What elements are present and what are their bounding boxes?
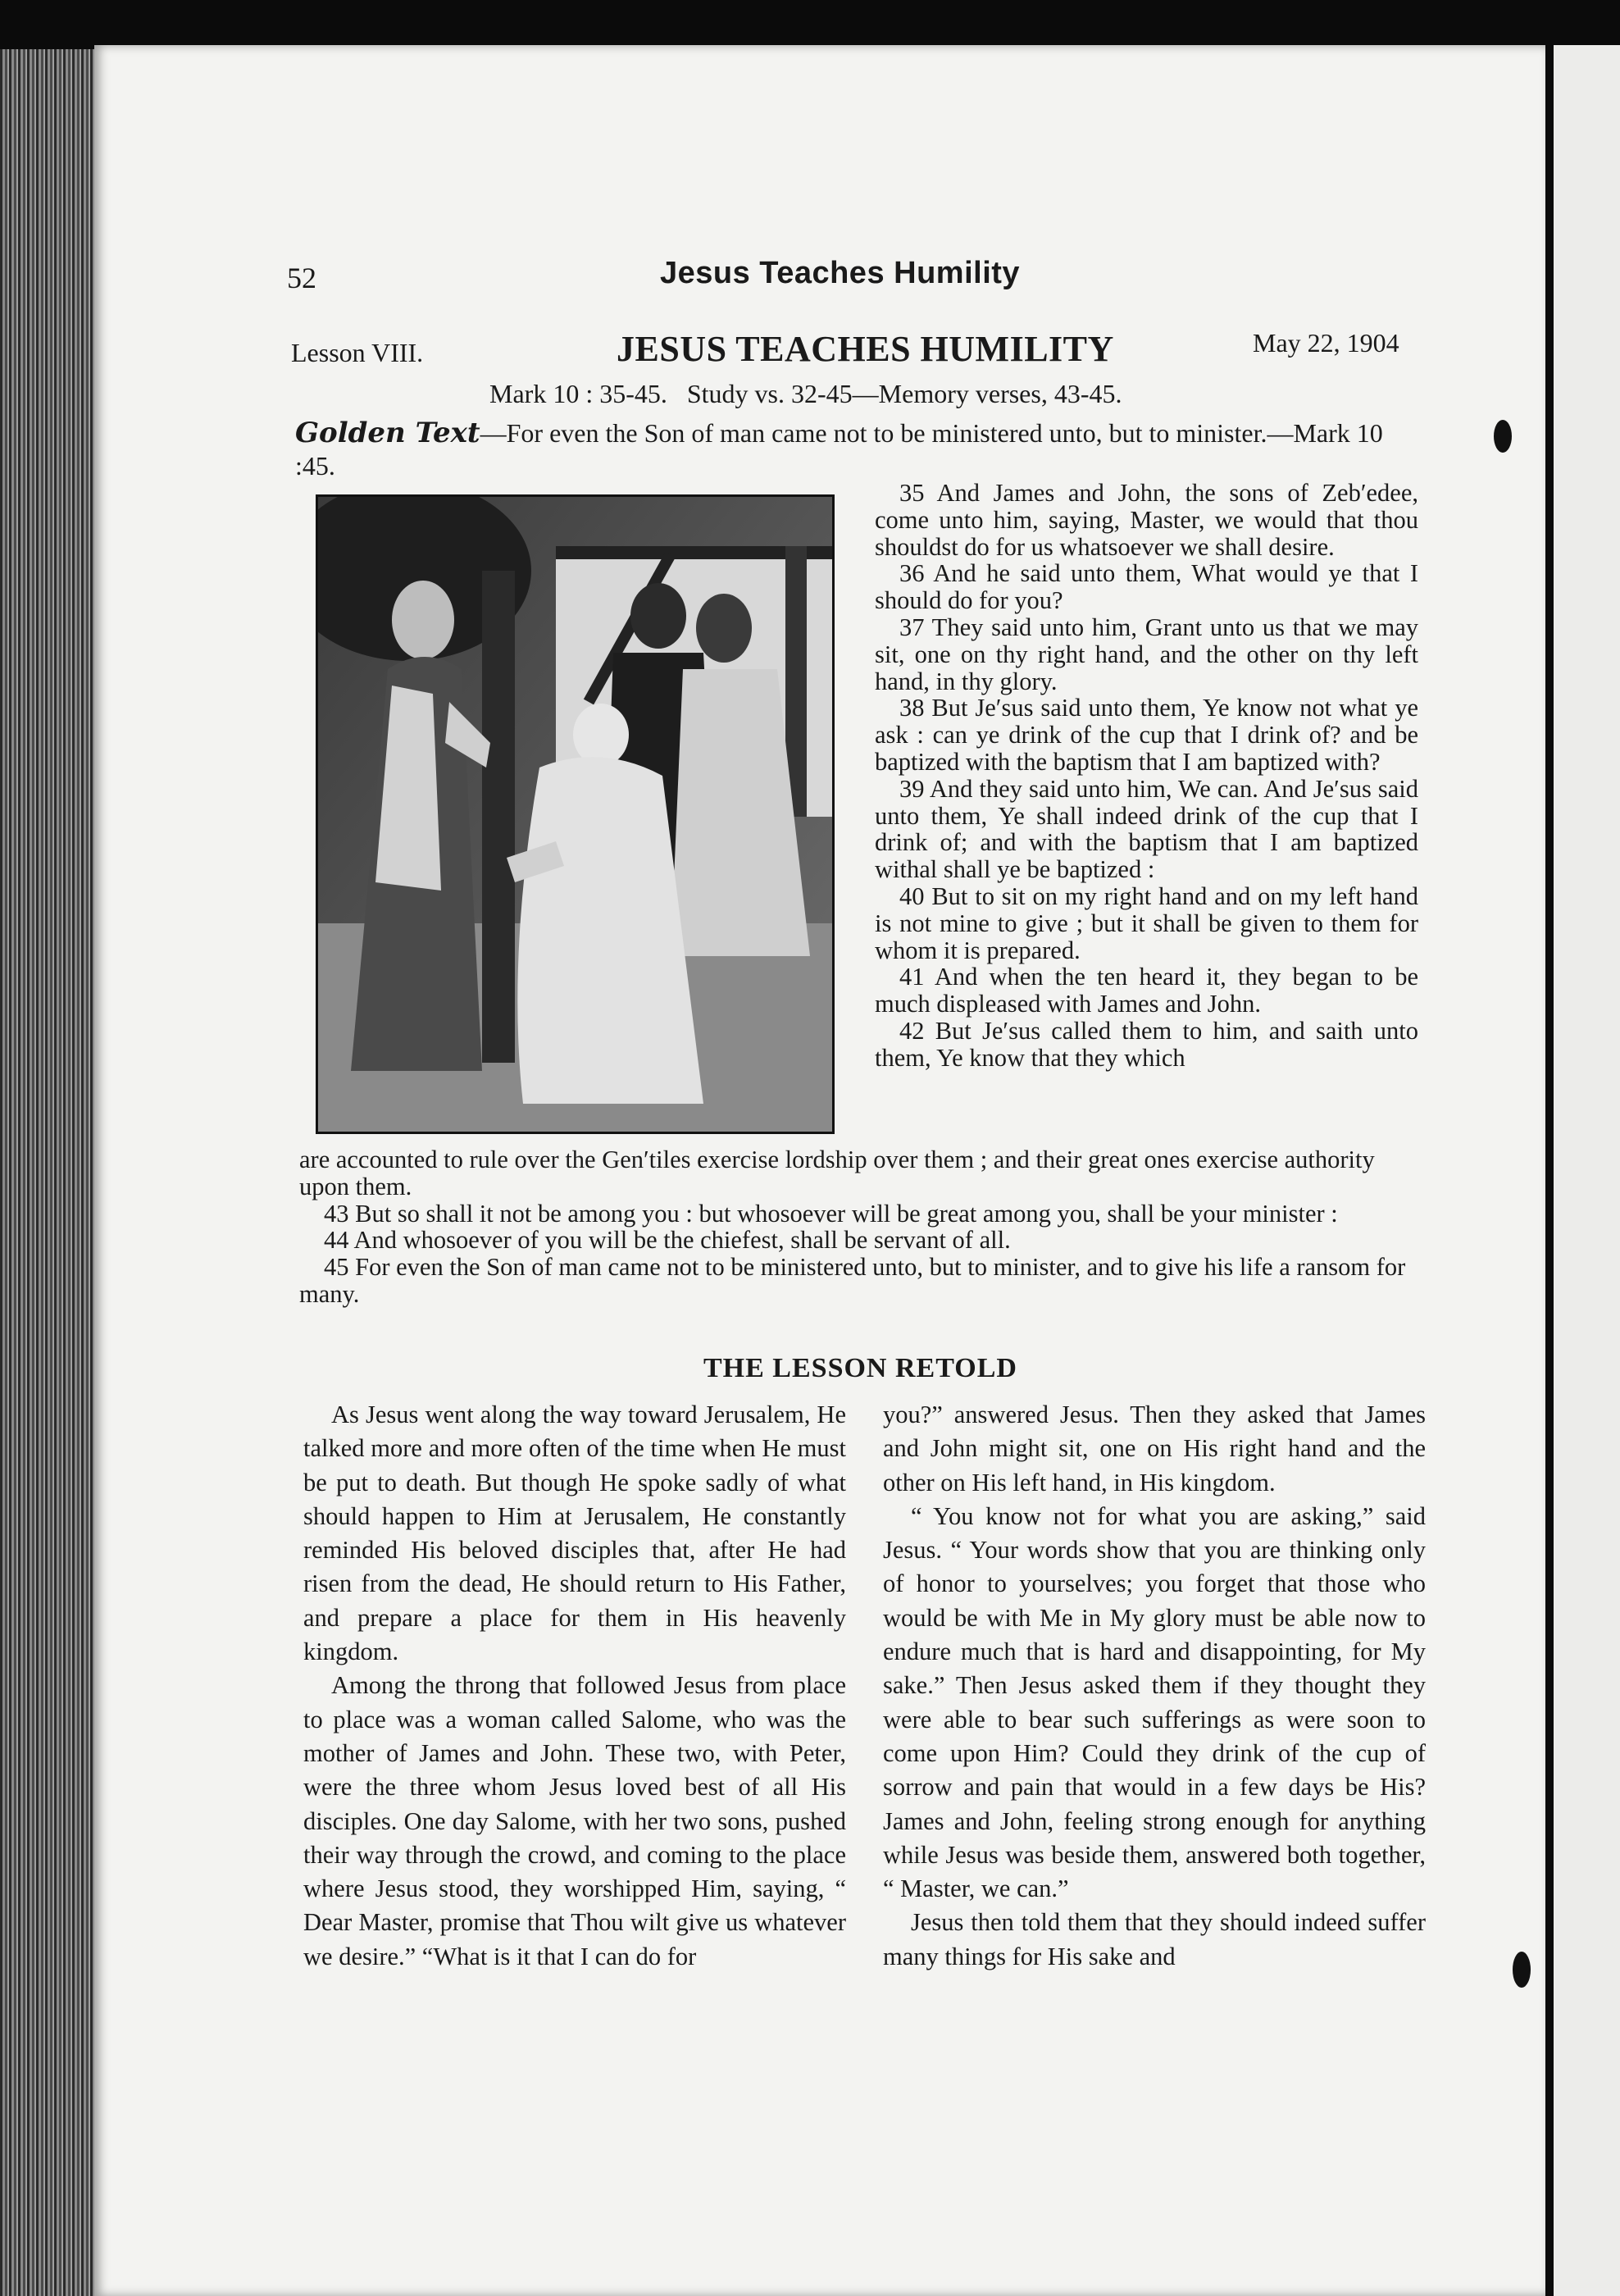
- retold-paragraph: As Jesus went along the way toward Jerusalem, He talked more and more often of the time when He must be put to death. But though He spoke sadly of what should happen to Him at Jerusalem, He constantly reminded His beloved disciples that, after He had risen from the dead, He should return to His Father, and prepare a place for them in His heavenly kingdom.: [303, 1401, 846, 1666]
- verse-42-continuation: are accounted to rule over the Gen′tiles exercise lordship over them ; and their great ones exercise authority upon them.: [299, 1146, 1375, 1200]
- adjacent-page-edge: [1554, 45, 1620, 2296]
- golden-text: [295, 417, 1422, 482]
- verse-39: 39 And they said unto him, We can. And Je′sus said unto them, Ye shall indeed drink of the cup that I drink of; and with the baptism that I am baptized withal shall ye be baptized :: [875, 774, 1418, 884]
- scripture-verses-full: [299, 1146, 1427, 1308]
- illustration-image: [318, 497, 832, 1132]
- retold-paragraph: you?” answered Jesus. Then they asked that James and John might sit, one on His right hand and the other on His left hand, in His kingdom.: [883, 1401, 1426, 1496]
- retold-column-left: [303, 1398, 846, 1974]
- lesson-date: May 22, 1904: [1253, 328, 1399, 358]
- book-page-edges: [0, 49, 98, 2296]
- verse-41: 41 And when the ten heard it, they began to be much displeased with James and John.: [875, 963, 1418, 1018]
- retold-column-right: [883, 1398, 1426, 1974]
- lesson-title: JESUS TEACHES HUMILITY: [617, 329, 1114, 369]
- verse-42: 42 But Je′sus called them to him, and saith unto them, Ye know that they which: [875, 1016, 1418, 1072]
- retold-paragraph: “ You know not for what you are asking,” said Jesus. “ Your words show that you are thinking only of honor to yourselves; you forget that those who would be with Me in My glory must be able now to endure much that is hard and disappointing, for My sake.” Then Jesus asked them if they thought they were able to bear such sufferings as were soon to come upon Him? Could they drink of the cup of sorrow and pain that would in a few days be His? James and John, feeling strong enough for anything while Jesus was beside them, answered both together, “ Master, we can.”: [883, 1501, 1426, 1903]
- lesson-retold-heading: THE LESSON RETOLD: [703, 1353, 1017, 1383]
- binding-hole-mark: [1513, 1952, 1531, 1988]
- verse-40: 40 But to sit on my right hand and on my left hand is not mine to give ; but it shall be given to them for whom it is prepared.: [875, 882, 1418, 964]
- page-number: 52: [287, 262, 316, 294]
- golden-text-body: —For even the Son of man came not to be ministered unto, but to minister.—Mark 10 :45.: [295, 418, 1383, 481]
- running-head: Jesus Teaches Humility: [660, 256, 1021, 290]
- scripture-verses-right: [875, 480, 1418, 1072]
- verse-36: 36 And he said unto them, What would ye that I should do for you?: [875, 559, 1418, 615]
- verse-38: 38 But Je′sus said unto them, Ye know not what ye ask : can ye drink of the cup that I drink of? and be baptized with the baptism that I am baptized with?: [875, 694, 1418, 776]
- verse-45: 45 For even the Son of man came not to be ministered unto, but to minister, and to give his life a ransom for many.: [299, 1253, 1406, 1308]
- verse-44: 44 And whosoever of you will be the chiefest, shall be servant of all.: [324, 1226, 1011, 1255]
- verse-43: 43 But so shall it not be among you : but whosoever will be great among you, shall be your minister :: [324, 1199, 1338, 1228]
- retold-paragraph: Jesus then told them that they should indeed suffer many things for His sake and: [883, 1908, 1426, 1970]
- retold-paragraph: Among the throng that followed Jesus from place to place was a woman called Salome, who was the mother of James and John. These two, with Peter, were the three whom Jesus loved best of all His disciples. One day Salome, with her two sons, pushed their way through the crowd, and coming to the place where Jesus stood, they worshipped Him, saying, “ Dear Master, promise that Thou wilt give us whatever we desire.” “What is it that I can do for: [303, 1671, 846, 1970]
- lesson-illustration: [316, 494, 835, 1134]
- binding-hole-mark: [1494, 420, 1512, 453]
- golden-text-label: Golden Text: [295, 417, 480, 449]
- scripture-reference: Mark 10 : 35-45. Study vs. 32-45—Memory verses, 43-45.: [489, 379, 1122, 408]
- lesson-number: Lesson VIII.: [291, 338, 424, 367]
- verse-35: 35 And James and John, the sons of Zeb′edee, come unto him, saying, Master, we would that thou shouldst do for us whatsoever we shall desire.: [875, 479, 1418, 561]
- verse-37: 37 They said unto him, Grant unto us that we may sit, one on thy right hand, and the other on thy left hand, in thy glory.: [875, 613, 1418, 695]
